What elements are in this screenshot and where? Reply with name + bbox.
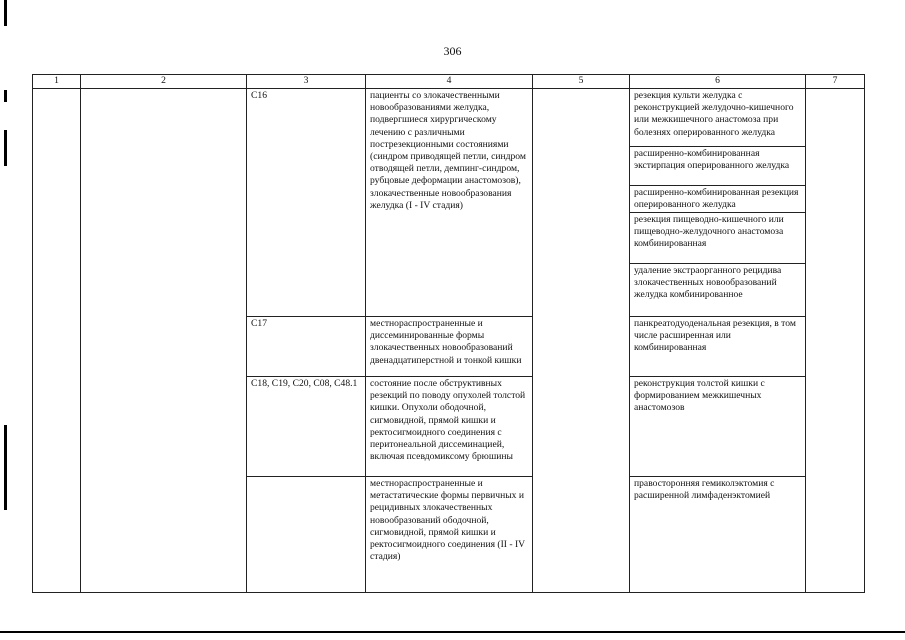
code-cell: [247, 477, 366, 593]
scan-edge-mark: [4, 0, 7, 26]
scan-bottom-edge: [0, 631, 905, 633]
column-header: 7: [806, 75, 865, 89]
methods-cell: правосторонняя гемиколэктомия с расширенной лимфаденэктомией: [630, 477, 806, 593]
diagnosis-cell: местнораспространенные и метастатические формы первичных и рецидивных злокачественных новообразований ободочной, сигмовидной, прямой кишки и ректосигмоидного соединения (II - IV стадия): [366, 477, 533, 593]
method-item: расширенно-комбинированная экстирпация оперированного желудка: [630, 147, 805, 186]
method-item: резекция культи желудка с реконструкцией желудочно-кишечного или межкишечного анастомоза при болезнях оперированного желудка: [630, 89, 805, 147]
column-header: 2: [81, 75, 247, 89]
method-item: расширенно-комбинированная резекция оперированного желудка: [630, 186, 805, 213]
column-header: 5: [533, 75, 630, 89]
cell-col2: [81, 89, 247, 593]
header-row: [33, 75, 865, 89]
column-header: 4: [366, 75, 533, 89]
diagnosis-cell: местнораспространенные и диссеминированные формы злокачественных новообразований двенадцатиперстной и тонкой кишки: [366, 317, 533, 377]
cell-col5: [533, 89, 630, 593]
column-header: 1: [33, 75, 81, 89]
code-cell: C16: [247, 89, 366, 317]
column-header: 6: [630, 75, 806, 89]
methods-cell: реконструкция толстой кишки с формированием межкишечных анастомозов: [630, 377, 806, 477]
column-header: 3: [247, 75, 366, 89]
cell-col1: [33, 89, 81, 593]
diagnosis-cell: пациенты со злокачественными новообразованиями желудка, подвергшиеся хирургическому лечению с различными пострезекционными состояниями (синдром приводящей петли, синдром отводящей петли, демпинг-синдром, рубцовые деформации анастомозов), злокачественные новообразования желудка (I - IV стадия): [366, 89, 533, 317]
method-item: удаление экстраорганного рецидива злокачественных новообразований желудка комбинированное: [634, 265, 782, 301]
methods-cell: панкреатодуоденальная резекция, в том числе расширенная или комбинированная: [630, 317, 806, 377]
cell-col7: [806, 89, 865, 593]
methods-cell: [630, 89, 806, 317]
medical-care-table: [32, 74, 865, 593]
scan-edge-mark: [4, 130, 7, 166]
scan-edge-mark: [4, 90, 7, 102]
page-number: 306: [443, 44, 462, 58]
scan-edge-mark: [4, 425, 7, 510]
diagnosis-cell: состояние после обструктивных резекций по поводу опухолей толстой кишки. Опухоли ободочной, сигмовидной, прямой кишки и ректосигмоидного соединения с перитонеальной диссеминацией, включая псевдомиксому брюшины: [366, 377, 533, 477]
method-item: резекция пищеводно-кишечного или пищеводно-желудочного анастомоза комбинированная: [630, 213, 805, 264]
code-cell: C18, C19, C20, C08, C48.1: [247, 377, 366, 477]
table-row: [33, 89, 865, 317]
code-cell: C17: [247, 317, 366, 377]
